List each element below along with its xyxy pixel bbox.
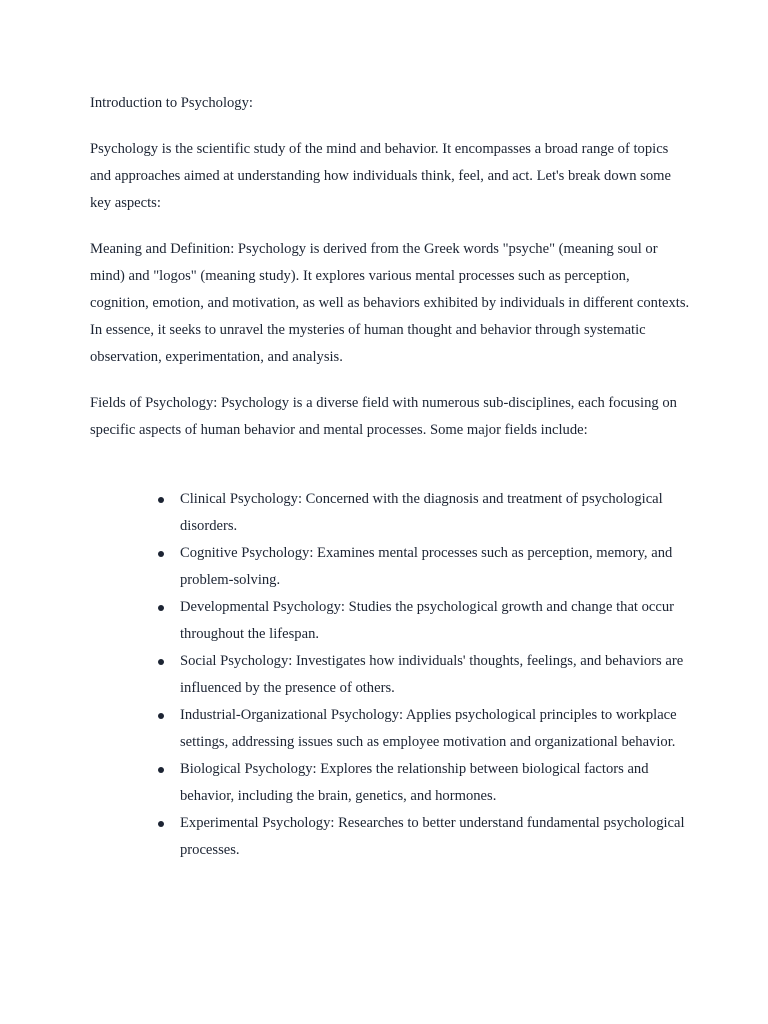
list-item-text: Clinical Psychology: Concerned with the diagnosis and treatment of psychological disorders. [180,491,663,534]
list-item [180,810,690,864]
list-item-text: Social Psychology: Investigates how individuals' thoughts, feelings, and behaviors are influenced by the presence of others. [180,653,684,696]
bullet-icon [158,767,164,773]
list-item [180,648,690,702]
bullet-icon [158,497,164,503]
list-item [180,756,690,810]
fields-paragraph: Fields of Psychology: Psychology is a diverse field with numerous sub-disciplines, each focusing on specific aspects of human behavior and mental processes. Some major fields include: [90,395,677,438]
document-heading: Introduction to Psychology: [90,95,253,111]
list-item [180,486,690,540]
bullet-icon [158,551,164,557]
bullet-icon [158,659,164,665]
bullet-icon [158,821,164,827]
meaning-paragraph: Meaning and Definition: Psychology is derived from the Greek words "psyche" (meaning soul or mind) and "logos" (meaning study). It explores various mental processes such as perception, cognition, emotion, and motivation, as well as behaviors exhibited by individuals in different contexts. In essence, it seeks to unravel the mysteries of human thought and behavior through systematic observation, experimentation, and analysis. [90,241,690,365]
list-item-text: Developmental Psychology: Studies the psychological growth and change that occur throughout the lifespan. [180,599,675,642]
list-item-text: Experimental Psychology: Researches to better understand fundamental psychological processes. [180,815,685,858]
fields-list [90,486,690,864]
list-item-text: Biological Psychology: Explores the relationship between biological factors and behavior, including the brain, genetics, and hormones. [180,761,649,804]
bullet-icon [158,605,164,611]
list-item [180,540,690,594]
list-item-text: Industrial-Organizational Psychology: Applies psychological principles to workplace settings, addressing issues such as employee motivation and organizational behavior. [180,707,677,750]
bullet-icon [158,713,164,719]
document-page [90,90,690,864]
intro-paragraph: Psychology is the scientific study of the mind and behavior. It encompasses a broad range of topics and approaches aimed at understanding how individuals think, feel, and act. Let's break down some key aspects: [90,141,671,211]
list-item [180,702,690,756]
list-item [180,594,690,648]
list-item-text: Cognitive Psychology: Examines mental processes such as perception, memory, and problem-solving. [180,545,673,588]
